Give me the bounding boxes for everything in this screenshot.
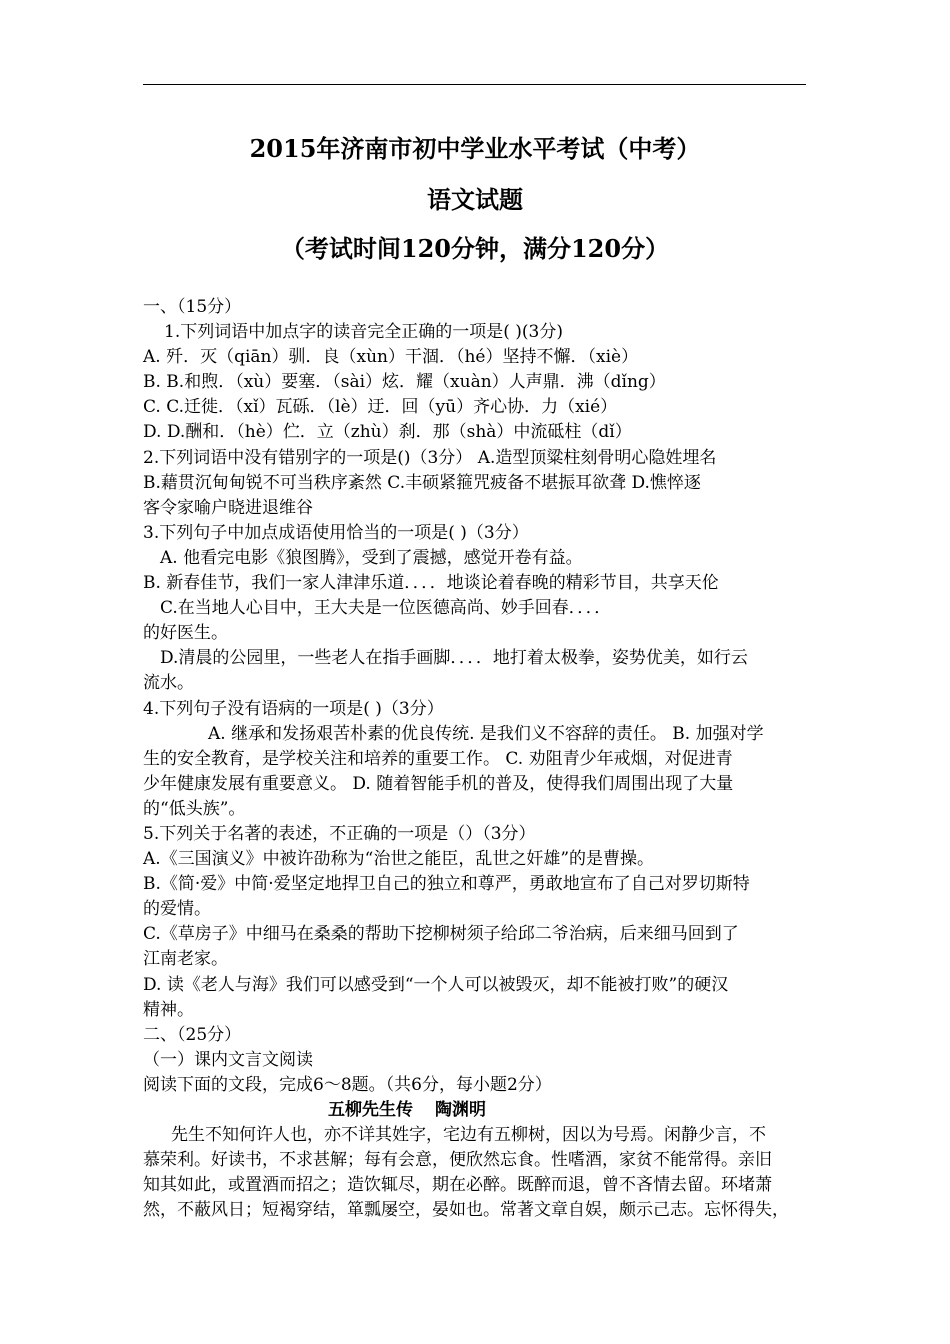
question-2-options-cont: 客令家喻户晓进退维谷 [143, 497, 313, 518]
option-3c: C.在当地人心目中，王大夫是一位医德高尚、妙手回春．．．． [160, 598, 612, 619]
question-4-options-cont-3: 的“低头族”。 [143, 798, 246, 819]
option-5c: C.《草房子》中细马在桑桑的帮助下挖柳树须子给邱二爷治病，后来细马回到了 [143, 924, 739, 945]
passage-line: 知其如此，或置酒而招之；造饮辄尽，期在必醉。既醉而退，曾不吝情去留。环堵萧 [143, 1175, 772, 1196]
subsection-heading: （一）课内文言文阅读 [143, 1049, 313, 1070]
option-5d: D. 读《老人与海》我们可以感受到“一个人可以被毁灭，却不能被打败”的硬汉 [143, 974, 729, 995]
section-two-heading: 二、（25分） [143, 1024, 242, 1045]
option-1b: B. B.和煦．（xù）要塞．（sài）炫．耀（xuàn）人声鼎．沸（dǐng） [143, 372, 666, 393]
question-4-options: A. 继承和发扬艰苦朴素的优良传统. 是我们义不容辞的责任。 B. 加强对学 [208, 723, 764, 744]
question-4-options-cont-1: 生的安全教育，是学校关注和培养的重要工作。 C. 劝阻青少年戒烟，对促进青 [143, 748, 733, 769]
exam-body [143, 295, 823, 1223]
passage-line: 慕荣利。好读书，不求甚解；每有会意，便欣然忘食。性嗜酒，家贫不能常得。亲旧 [143, 1150, 772, 1171]
option-1d: D. D.酬和．（hè）伫．立（zhù）刹．那（shà）中流砥柱（dǐ） [143, 422, 632, 443]
passage-line: 先生不知何许人也，亦不详其姓字，宅边有五柳树，因以为号焉。闲静少言，不 [171, 1125, 766, 1146]
reading-instructions: 阅读下面的文段，完成6～8题。（共6分，每小题2分） [143, 1074, 552, 1095]
passage-heading [143, 1098, 823, 1123]
question-2: 2.下列词语中没有错别字的一项是()（3分） A.造型顶粱柱刻骨明心隐姓埋名 [143, 447, 717, 468]
header-rule [143, 84, 806, 85]
question-4: 4.下列句子没有语病的一项是( )（3分） [143, 698, 444, 719]
option-5a: A.《三国演义》中被许劭称为“治世之能臣，乱世之奸雄”的是曹操。 [143, 849, 655, 870]
option-5d-cont: 精神。 [143, 999, 194, 1020]
question-4-options-cont-2: 少年健康发展有重要意义。 D. 随着智能手机的普及，使得我们周围出现了大量 [143, 773, 734, 794]
passage-author: 陶渊明 [435, 1100, 486, 1120]
option-1a: A. 歼．灭（qiān）驯．良（xùn）干涸．（hé）坚持不懈．（xiè） [143, 347, 639, 368]
passage-line: 然，不蔽风日；短褐穿结，箪瓢屡空，晏如也。常著文章自娱，颇示己志。忘怀得失， [143, 1200, 789, 1221]
option-5c-cont: 江南老家。 [143, 949, 228, 970]
section-one-heading: 一、（15分） [143, 297, 242, 317]
option-1c: C. C.迁徙．（xǐ）瓦砾．（lè）迂．回（yū）齐心协．力（xié） [143, 397, 618, 418]
option-3d: D.清晨的公园里，一些老人在指手画脚．．．．地打着太极拳，姿势优美，如行云 [160, 648, 748, 669]
passage-title: 五柳先生传 [328, 1100, 413, 1120]
question-2-options: B.藉贯沉甸甸锐不可当秩序紊然 C.丰硕紧箍咒疲备不堪振耳欲聋 D.憔悴逐 [143, 472, 701, 493]
exam-title: 2015年济南市初中学业水平考试（中考） [249, 134, 701, 163]
option-3b: B. 新春佳节，我们一家人津津乐道．．．．地谈论着春晚的精彩节目，共享天伦 [143, 573, 719, 594]
option-5b: B.《简·爱》中简·爱坚定地捍卫自己的独立和尊严，勇敢地宣布了自己对罗切斯特 [143, 874, 750, 895]
option-3a: A. 他看完电影《狼图腾》，受到了震撼，感觉开卷有益。 [160, 547, 583, 568]
option-3d-cont: 流水。 [143, 673, 194, 694]
question-3: 3.下列句子中加点成语使用恰当的一项是( )（3分） [143, 522, 529, 543]
question-5: 5.下列关于名著的表述，不正确的一项是（）（3分） [143, 823, 536, 844]
option-5b-cont: 的爱情。 [143, 899, 211, 920]
exam-info: （考试时间120分钟，满分120分） [280, 234, 670, 263]
exam-subtitle: 语文试题 [427, 185, 523, 214]
question-1: 1.下列词语中加点字的读音完全正确的一项是( )(3分) [164, 322, 563, 343]
option-3c-cont: 的好医生。 [143, 623, 228, 644]
